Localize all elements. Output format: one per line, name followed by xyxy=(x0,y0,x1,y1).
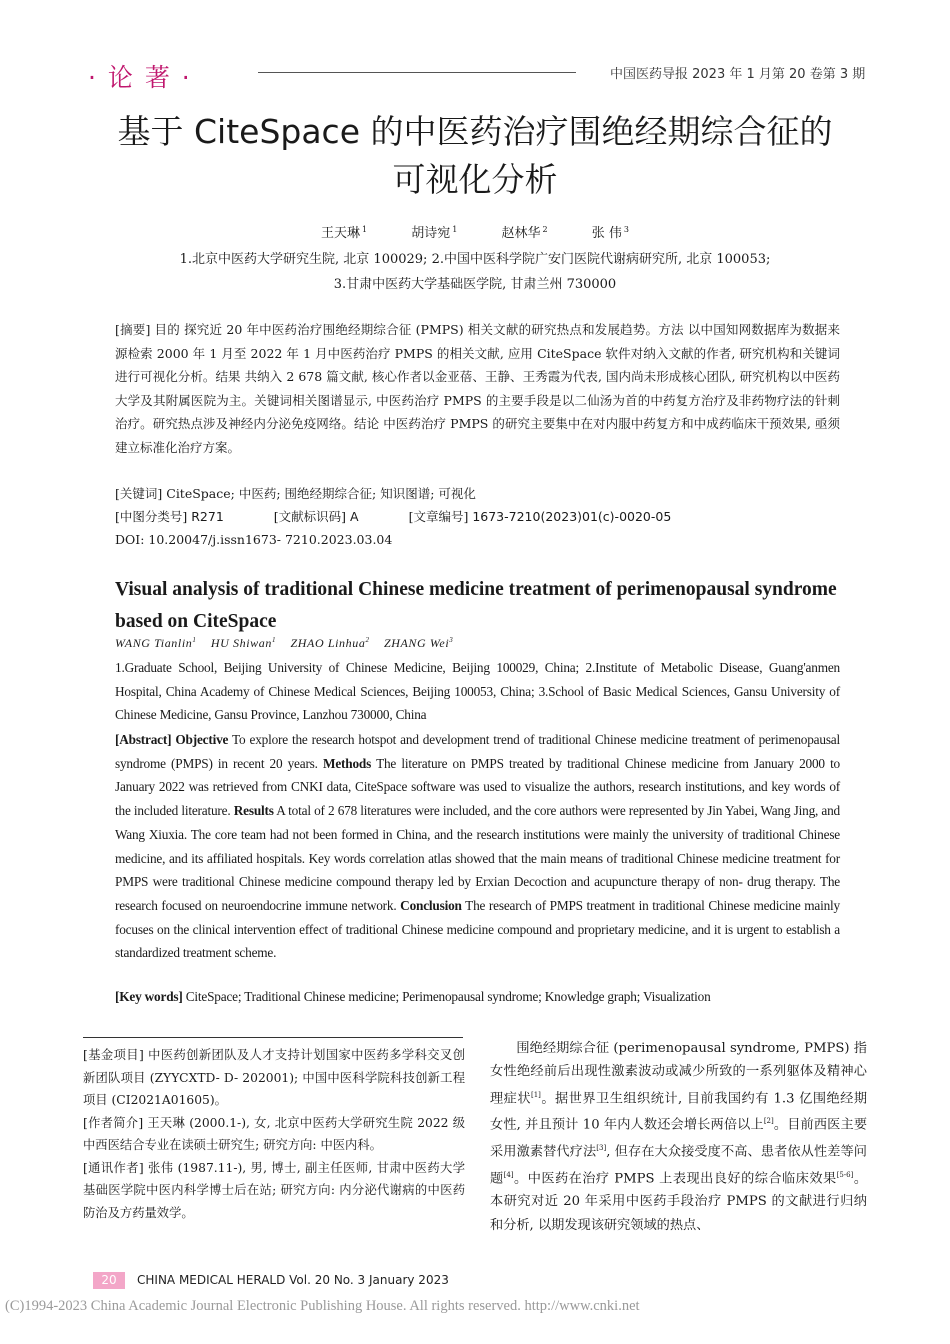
abstract-cn-label: [摘要] xyxy=(115,322,151,337)
clc-label: [中图分类号] xyxy=(115,509,188,524)
keywords-cn-text: CiteSpace; 中医药; 围绝经期综合征; 知识图谱; 可视化 xyxy=(166,486,476,501)
objective-label: Objective xyxy=(175,732,229,747)
page-number: 20 xyxy=(93,1272,125,1289)
methods-text: The literature on PMPS treated by traditional Chinese medicine from January 2000 to January 2022 was retrieved from CNKI data, CiteSpace software was used to visualize the authors, research institutions, and key words of the included literature. xyxy=(115,755,841,819)
english-title: Visual analysis of traditional Chinese medicine treatment of perimenopausal syndrome based on CiteSpace xyxy=(115,579,837,632)
english-abstract xyxy=(115,728,840,965)
keywords-cn xyxy=(115,482,840,506)
affiliation-line-1: 1.北京中医药大学研究生院, 北京 100029; 2.中国中医科学院广安门医院代谢病研究所, 北京 100053; xyxy=(179,252,771,267)
title-line-2: 可视化分析 xyxy=(392,160,558,199)
clc-value: R271 xyxy=(191,509,224,524)
abstract-cn xyxy=(115,318,840,459)
author: 王天琳 $^1$ xyxy=(321,224,368,241)
en-author: ZHAO Linhua$^2$ xyxy=(290,636,370,650)
article-no-value: 1673-7210(2023)01(c)-0020-05 xyxy=(472,509,672,524)
citation[interactable]: [5-6] xyxy=(836,1170,854,1179)
doc-code-label: [文献标识码] xyxy=(273,509,347,524)
citation[interactable]: [2] xyxy=(763,1117,774,1126)
author: 赵林华 $^2$ xyxy=(501,224,548,241)
english-affiliations: 1.Graduate School, Beijing University of Chinese Medicine, Beijing 100029, China; 2.Institute of Metabolic Disease, Guang'anmen Hospital, China Academy of Chinese Medical Sciences, Beijing 100053, China; 3.School of Basic Medical Sciences, Gansu University of Chinese Medicine, Gansu Province, Lanzhou 730000, China xyxy=(115,660,840,723)
en-author: WANG Tianlin$^1$ xyxy=(115,636,197,650)
corresponding-author-note: [通讯作者] 张伟 (1987.11-), 男, 博士, 副主任医师, 甘肃中医药大学基础医学院中医内科学博士后在站; 研究方向: 内分泌代谢病的中医药防治及方药量效学。 xyxy=(83,1160,465,1220)
results-text: A total of 2 678 literatures were included, and the core authors were represented by Jin Yabei, Wang Jing, and Wang Xiuxia. The core team had not been formed in China, and the research institutions were mainly the university of traditional Chinese medicine, and its affiliated hospitals. Key words correlation atlas showed that the main means of traditional Chinese medicine treatment for PMPS were traditional Chinese medicine compound therapy led by Erxian Decoction and acupuncture therapy of non- drug therapy. The research focused on neuroendocrine immune network. xyxy=(115,803,841,913)
footnotes xyxy=(83,1044,465,1224)
objective-text: To explore the research hotspot and development trend of traditional Chinese medicine treatment of perimenopausal syndrome (PMPS) in recent 20 years. xyxy=(115,732,840,771)
author-bio-note: [作者简介] 王天琳 (2000.1-), 女, 北京中医药大学研究生院 2022 级中西医结合专业在读硕士研究生; 研究方向: 中医内科。 xyxy=(83,1115,465,1152)
methods-label: Methods xyxy=(323,755,372,771)
footnote-divider xyxy=(83,1037,463,1038)
en-keywords-label: [Key words] xyxy=(115,989,183,1004)
header-divider xyxy=(258,72,576,73)
classification-line xyxy=(115,505,840,529)
conclusion-label: Conclusion xyxy=(400,897,462,913)
en-abstract-label: [Abstract] xyxy=(115,732,172,747)
footer-journal: CHINA MEDICAL HERALD Vol. 20 No. 3 January 2023 xyxy=(137,1273,449,1287)
article-title xyxy=(60,108,890,204)
english-author-list xyxy=(115,636,453,651)
doc-code-value: A xyxy=(350,509,359,524)
abstract-cn-text: 目的 探究近 20 年中医药治疗围绝经期综合征 (PMPS) 相关文献的研究热点和发展趋势。方法 以中国知网数据库为数据来源检索 2000 年 1 月至 2022 年 1 月中医药治疗 PMPS 的相关文献, 应用 CiteSpace 软件对纳入文献的作者, 研究机构和关键词进行可视化分析。结果 共纳入 2 678 篇文献, 核心作者以金亚蓓、王静、王秀霞为代表, 国内尚未形成核心团队, 研究机构以中医药大学及其附属医院为主。关键词相关图谱显示, 中医药治疗 PMPS 的主要手段是以二仙汤为首的中药复方治疗及非药物疗法的针刺治疗。研究热点涉及神经内分泌免疫网络。结论 中医药治疗 PMPS 的研究主要集中在对内服中药复方和中成药临床干预效果, 亟须建立标准化治疗方案。 xyxy=(115,322,840,455)
keywords-cn-label: [关键词] xyxy=(115,486,163,501)
english-keywords xyxy=(115,985,840,1009)
citation[interactable]: [4] xyxy=(503,1170,514,1179)
article-no-label: [文章编号] xyxy=(408,509,469,524)
doi[interactable]: DOI: 10.20047/j.issn1673- 7210.2023.03.04 xyxy=(115,532,393,547)
section-label: · 论 著 · xyxy=(88,63,192,92)
body-text xyxy=(490,1037,867,1237)
affiliation-line-2: 3.甘肃中医药大学基础医学院, 甘肃兰州 730000 xyxy=(333,277,617,292)
en-keywords-text: CiteSpace; Traditional Chinese medicine; Perimenopausal syndrome; Knowledge graph; Visualization xyxy=(185,989,711,1004)
citation[interactable]: [3] xyxy=(596,1143,607,1152)
en-author: ZHANG Wei$^3$ xyxy=(383,636,454,650)
en-author: HU Shiwan$^1$ xyxy=(210,636,277,650)
author: 张 伟 $^3$ xyxy=(591,224,629,241)
citation[interactable]: [1] xyxy=(531,1090,541,1099)
body-paragraph: 围绝经期综合征 (perimenopausal syndrome, PMPS) 指女性绝经前后出现性激素波动或减少所致的一系列躯体及精神心理症状[1]。据世界卫生组织统计, 目前我国约有 1.3 亿围绝经期女性, 并且预计 10 年内人数还会增长两倍以上[2]。目前西医主要采用激素替代疗法[3], 但存在大众接受度不高、患者依从性差等问题[4]。中医药在治疗 PMPS 上表现出良好的综合临床效果[5-6]。本研究对近 20 年采用中医药手段治疗 PMPS 的文献进行归纳和分析, 以期发现该研究领域的热点、 xyxy=(490,1041,868,1233)
fund-note: [基金项目] 中医药创新团队及人才支持计划国家中医药多学科交叉创新团队项目 (ZYYCXTD- D- 202001); 中国中医科学院科技创新工程项目 (CI2021A01605)。 xyxy=(83,1048,465,1107)
author-list xyxy=(60,222,890,241)
conclusion-text: The research of PMPS treatment in traditional Chinese medicine mainly focuses on the clinical intervention effect of traditional Chinese medicine compound and proprietary medicine, and it is urgent to establish a standardized treatment scheme. xyxy=(115,897,840,961)
title-line-1: 基于 CiteSpace 的中医药治疗围绝经期综合征的 xyxy=(117,112,833,151)
author: 胡诗宛 $^1$ xyxy=(411,224,458,241)
results-label: Results xyxy=(233,803,274,819)
copyright-notice: (C)1994-2023 China Academic Journal Electronic Publishing House. All rights reserved. http://www.cnki.net xyxy=(5,1298,640,1314)
journal-info: 中国医药导报 2023 年 1 月第 20 卷第 3 期 xyxy=(610,67,866,82)
